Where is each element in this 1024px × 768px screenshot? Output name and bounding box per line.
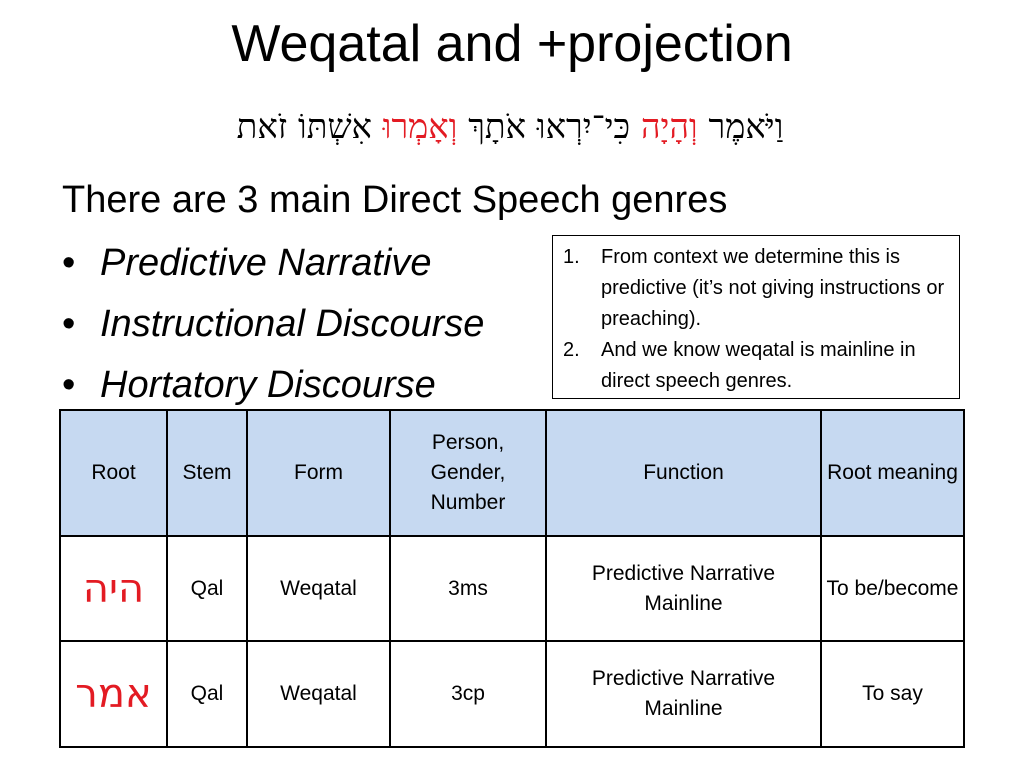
header-pgn: Person, Gender, Number bbox=[390, 410, 546, 536]
table-row bbox=[60, 536, 964, 641]
hebrew-word-zot: זֹאת bbox=[236, 107, 288, 147]
note-item bbox=[563, 242, 949, 335]
genre-list bbox=[62, 233, 484, 416]
header-root-meaning: Root meaning bbox=[821, 410, 964, 536]
note-box bbox=[552, 235, 960, 399]
bullet-icon: • bbox=[62, 303, 76, 345]
bullet-icon: • bbox=[62, 242, 76, 284]
cell-root-meaning: To be/become bbox=[821, 536, 964, 641]
cell-root: היה bbox=[60, 536, 167, 641]
cell-stem: Qal bbox=[167, 641, 247, 747]
note-number: 2. bbox=[563, 339, 580, 361]
genre-label: Predictive Narrative bbox=[100, 242, 432, 284]
header-stem: Stem bbox=[167, 410, 247, 536]
cell-root: אמר bbox=[60, 641, 167, 747]
grammar-table bbox=[59, 409, 965, 748]
cell-function: Predictive Narrative Mainline bbox=[546, 536, 821, 641]
table-row bbox=[60, 641, 964, 747]
genre-label: Hortatory Discourse bbox=[100, 364, 436, 406]
hebrew-word-ishto: אִשְׁתּוֹ bbox=[298, 107, 372, 147]
hebrew-word-wayomer: וַיֹּאמֶר bbox=[708, 107, 784, 147]
cell-pgn: 3cp bbox=[390, 641, 546, 747]
note-item bbox=[563, 335, 949, 397]
cell-pgn: 3ms bbox=[390, 536, 546, 641]
hebrew-word-weamru: וְאָמְרוּ bbox=[382, 107, 458, 147]
hebrew-word-wehayah: וְהָיָה bbox=[640, 107, 698, 147]
header-form: Form bbox=[247, 410, 390, 536]
note-number: 1. bbox=[563, 246, 580, 268]
table-header-row bbox=[60, 410, 964, 536]
header-function: Function bbox=[546, 410, 821, 536]
cell-form: Weqatal bbox=[247, 536, 390, 641]
genre-label: Instructional Discourse bbox=[100, 303, 485, 345]
note-text: From context we determine this is predictive (it’s not giving instructions or preaching). bbox=[601, 246, 945, 330]
cell-form: Weqatal bbox=[247, 641, 390, 747]
note-text: And we know weqatal is mainline in direct speech genres. bbox=[601, 339, 916, 392]
cell-function: Predictive Narrative Mainline bbox=[546, 641, 821, 747]
hebrew-word-ki-yiru: כִּי־יִרְאוּ bbox=[536, 107, 631, 147]
genre-item bbox=[62, 294, 484, 355]
hebrew-word-otakh: אֹתָךְ bbox=[468, 107, 527, 147]
cell-root-meaning: To say bbox=[821, 641, 964, 747]
genre-item bbox=[62, 355, 484, 416]
bullet-icon: • bbox=[62, 364, 76, 406]
note-list bbox=[563, 242, 949, 397]
intro-text: There are 3 main Direct Speech genres bbox=[62, 179, 728, 221]
genre-item bbox=[62, 233, 484, 294]
header-root: Root bbox=[60, 410, 167, 536]
hebrew-verse bbox=[130, 102, 890, 152]
slide-title: Weqatal and +projection bbox=[231, 15, 793, 73]
cell-stem: Qal bbox=[167, 536, 247, 641]
